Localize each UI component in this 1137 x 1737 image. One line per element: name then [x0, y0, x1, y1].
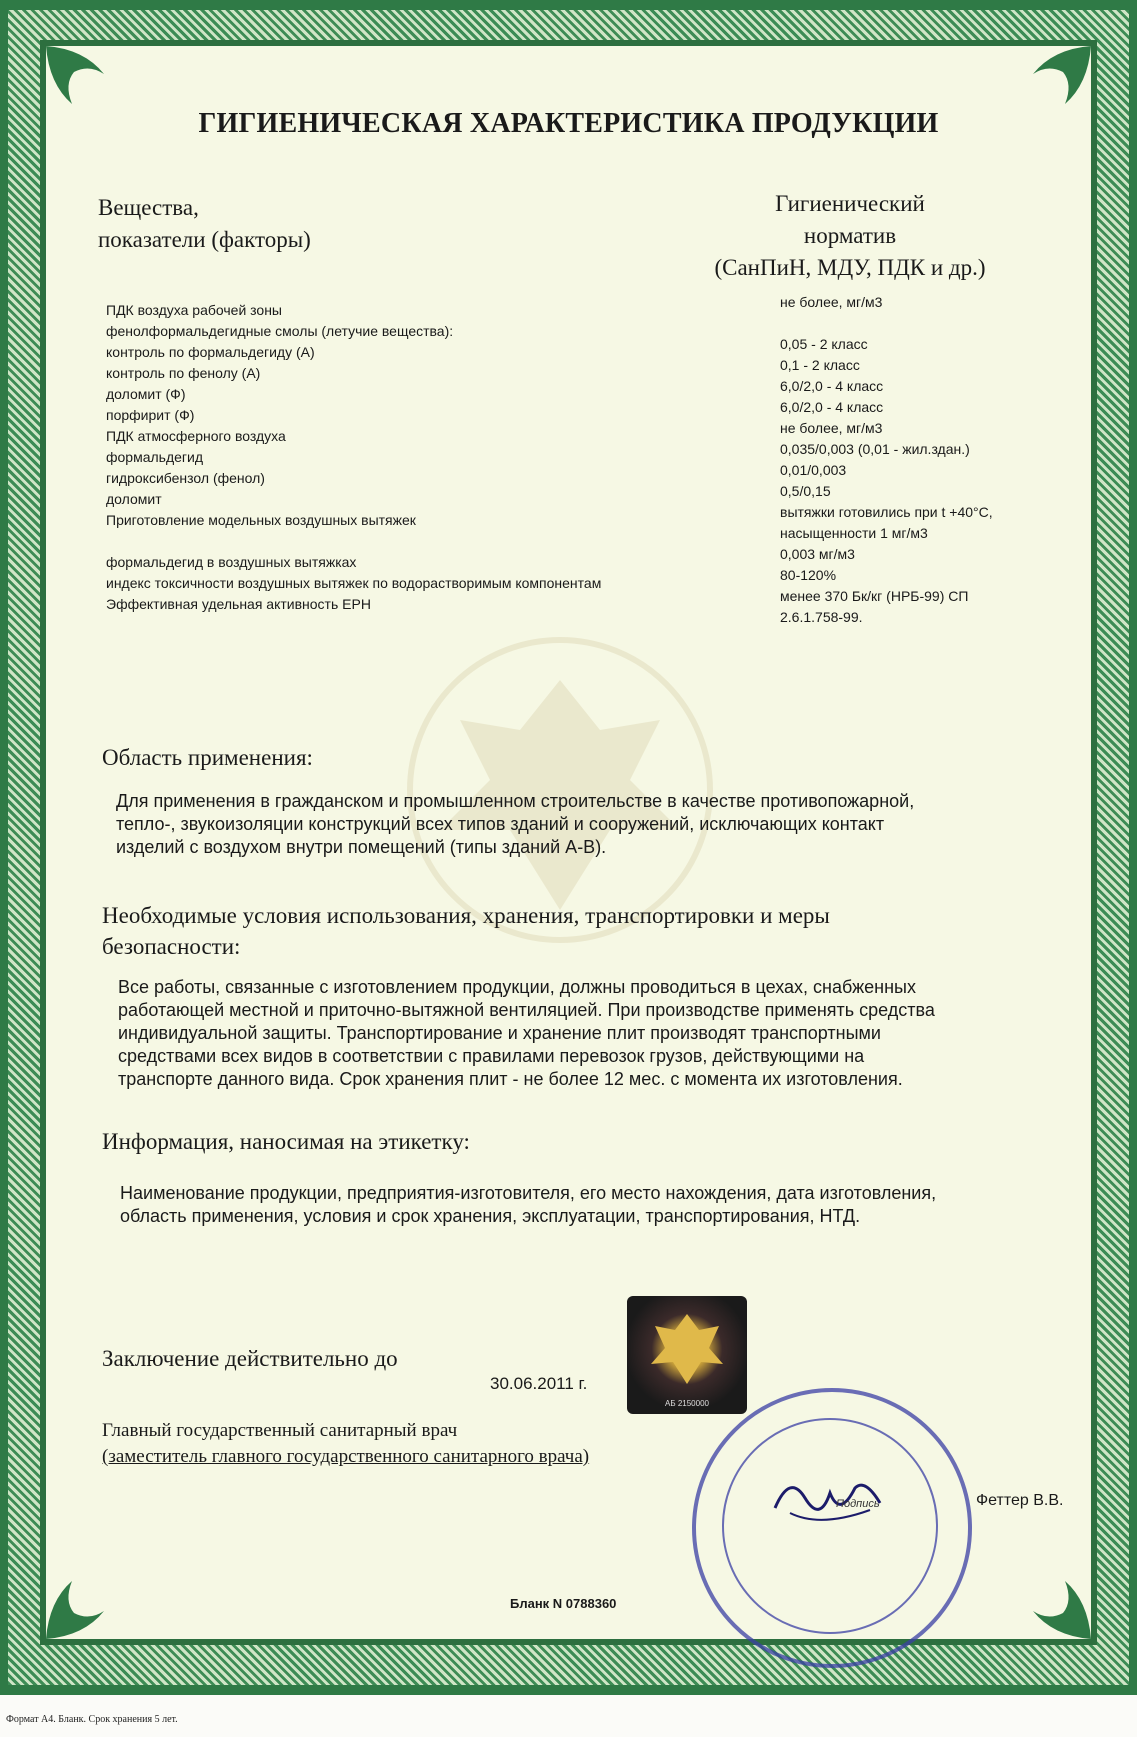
application-text: [116, 790, 914, 859]
conditions-heading-line: безопасности:: [102, 934, 241, 959]
norm-item: 0,003 мг/м3: [780, 546, 855, 562]
norm-item: 6,0/2,0 - 4 класс: [780, 399, 884, 415]
norm-item: 6,0/2,0 - 4 класс: [780, 378, 884, 394]
form-number: Бланк N 0788360: [510, 1596, 617, 1611]
norm-item: [780, 313, 993, 334]
double-headed-eagle-icon: [627, 1296, 747, 1396]
hologram-number: АБ 2150000: [665, 1399, 709, 1408]
chief-doctor-title: Главный государственный санитарный врач: [102, 1420, 458, 1441]
substance-item: доломит: [106, 491, 162, 507]
substance-item: гидроксибензол (фенол): [106, 470, 265, 486]
hologram-sticker: [627, 1296, 747, 1414]
substance-item: контроль по формальдегиду (А): [106, 344, 315, 360]
norm-item: 80-120%: [780, 567, 837, 583]
conditions-heading: [102, 900, 830, 962]
corner-ornament-icon: [1023, 1571, 1093, 1641]
norm-item: 0,1 - 2 класс: [780, 357, 860, 373]
substances-list: [106, 300, 601, 615]
application-line: Для применения в гражданском и промышленном строительстве в качестве противопожарной,: [116, 791, 915, 811]
norm-item: 0,035/0,003 (0,01 - жил.здан.): [780, 441, 970, 457]
application-line: изделий с воздухом внутри помещений (типы зданий А-В).: [116, 837, 607, 857]
label-info-text: [120, 1182, 936, 1228]
column-header-substances: [98, 192, 311, 256]
norm-item: 0,05 - 2 класс: [780, 336, 868, 352]
substance-item: ПДК атмосферного воздуха: [106, 428, 286, 444]
norm-item: насыщенности 1 мг/м3: [780, 525, 928, 541]
validity-label: Заключение действительно до: [102, 1346, 398, 1371]
form-footer-note: Формат А4. Бланк. Срок хранения 5 лет.: [6, 1714, 178, 1725]
application-line: тепло-, звукоизоляции конструкций всех типов зданий и сооружений, исключающих контакт: [116, 814, 885, 834]
header-left-line: показатели (факторы): [98, 227, 311, 252]
conditions-text: [118, 976, 935, 1091]
application-heading: Область применения:: [102, 745, 313, 770]
signature-label: Подпись: [836, 1498, 880, 1510]
substance-item: контроль по фенолу (А): [106, 365, 261, 381]
column-header-norms: [640, 188, 1060, 284]
validity-date: 30.06.2011 г.: [490, 1374, 588, 1393]
substance-item: фенолформальдегидные смолы (летучие вещества):: [106, 323, 454, 339]
conditions-line: транспорте данного вида. Срок хранения плит - не более 12 мес. с момента их изготовления.: [118, 1069, 903, 1089]
substance-item: порфирит (Ф): [106, 407, 195, 423]
header-right-line: норматив: [803, 223, 897, 248]
conditions-heading-line: Необходимые условия использования, хранения, транспортировки и меры: [102, 903, 830, 928]
norm-item: 0,5/0,15: [780, 483, 831, 499]
label-info-line: Наименование продукции, предприятия-изготовителя, его место нахождения, дата изготовления,: [120, 1183, 937, 1203]
norm-item: не более, мг/м3: [780, 294, 883, 310]
conditions-line: Все работы, связанные с изготовлением продукции, должны проводиться в цехах, снабженных: [118, 977, 916, 997]
conditions-line: индивидуальной защиты. Транспортирование и хранение плит производят транспортными: [118, 1023, 881, 1043]
substance-item: Эффективная удельная активность ЕРН: [106, 596, 371, 612]
document-title: ГИГИЕНИЧЕСКАЯ ХАРАКТЕРИСТИКА ПРОДУКЦИИ: [198, 108, 939, 139]
substance-item: Приготовление модельных воздушных вытяжек: [106, 512, 416, 528]
norm-item: вытяжки готовились при t +40°С,: [780, 504, 993, 520]
corner-ornament-icon: [44, 1571, 114, 1641]
substance-item: ПДК воздуха рабочей зоны: [106, 302, 282, 318]
label-info-heading: Информация, наносимая на этикетку:: [102, 1129, 470, 1154]
header-right-line: Гигиенический: [775, 191, 925, 216]
conditions-line: работающей местной и приточно-вытяжной вентиляцией. При производстве применять средства: [118, 1000, 935, 1020]
norm-item: не более, мг/м3: [780, 420, 883, 436]
corner-ornament-icon: [1023, 44, 1093, 114]
signer-name: Феттер В.В.: [976, 1492, 1064, 1509]
substance-item: формальдегид: [106, 449, 204, 465]
substance-item: формальдегид в воздушных вытяжках: [106, 554, 357, 570]
label-info-line: область применения, условия и срок хранения, эксплуатации, транспортирования, НТД.: [120, 1206, 861, 1226]
header-left-line: Вещества,: [98, 195, 199, 220]
substance-item: индекс токсичности воздушных вытяжек по водорастворимым компонентам: [106, 575, 602, 591]
norm-item: 2.6.1.758-99.: [780, 609, 863, 625]
header-right-line: (СанПиН, МДУ, ПДК и др.): [714, 255, 986, 280]
norm-item: 0,01/0,003: [780, 462, 847, 478]
substance-item: доломит (Ф): [106, 386, 186, 402]
conditions-line: средствами всех видов в соответствии с правилами перевозок грузов, действующими на: [118, 1046, 865, 1066]
norms-list: [780, 292, 993, 628]
deputy-doctor-title: (заместитель главного государственного санитарного врача): [102, 1446, 590, 1467]
corner-ornament-icon: [44, 44, 114, 114]
substance-item: [106, 531, 601, 552]
norm-item: менее 370 Бк/кг (НРБ-99) СП: [780, 588, 969, 604]
